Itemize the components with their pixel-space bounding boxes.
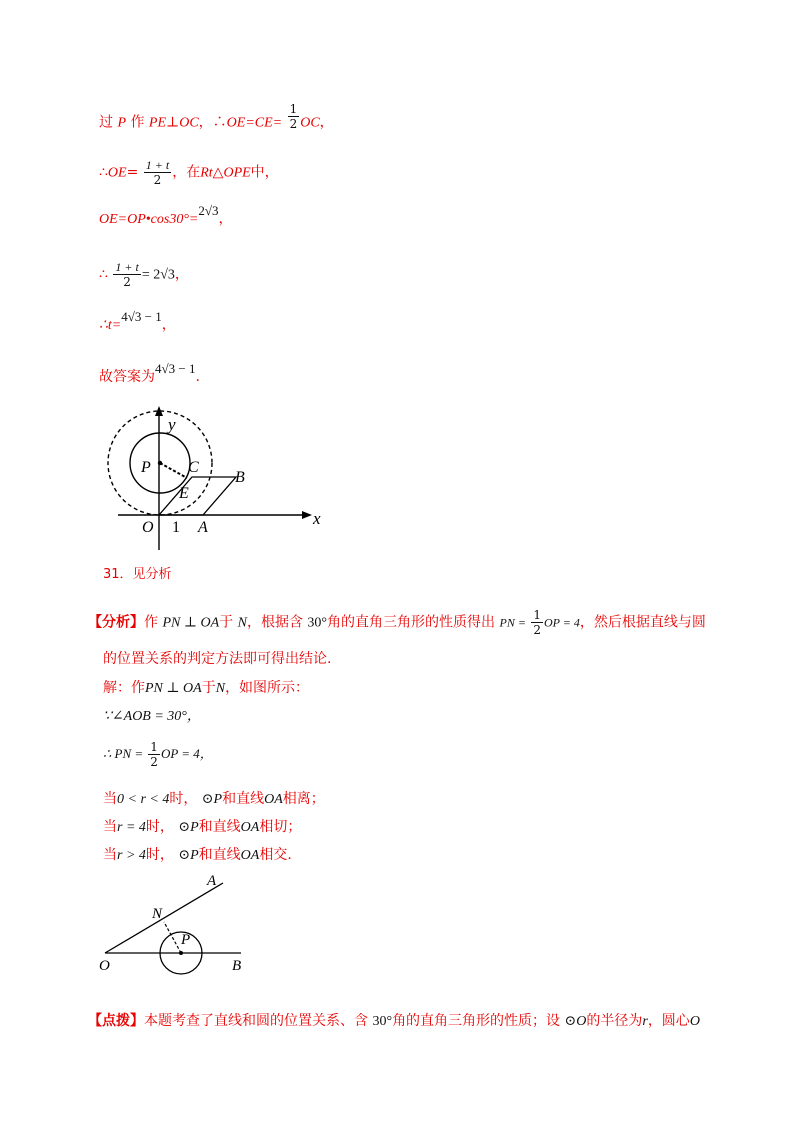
- label-C: C: [188, 459, 199, 476]
- numerator: 1 + t: [115, 260, 139, 274]
- var-N: N: [215, 681, 226, 696]
- q31-case-1: [103, 790, 325, 809]
- text: 时，: [145, 847, 174, 863]
- analysis-tag: 【分析】: [88, 614, 144, 631]
- text: 当: [103, 847, 117, 863]
- line-OA: OA: [240, 820, 260, 835]
- point-P: [179, 951, 183, 955]
- label-B: B: [235, 469, 245, 486]
- q31-analysis-line-2: [103, 650, 331, 668]
- equation: OE=OP•cos30°=: [99, 212, 199, 227]
- q31-case-2: [103, 818, 301, 837]
- expr: ∵∠AOB = 30°，: [103, 709, 201, 724]
- figure-coordinate-circles: [90, 400, 340, 560]
- expr: PN =: [499, 615, 526, 630]
- numerator: 1 + t: [145, 158, 170, 172]
- x-arrow-icon: [302, 511, 312, 519]
- sol30-line-6: [99, 361, 200, 386]
- label-N: N: [152, 906, 163, 922]
- circle-P: ⊙P: [178, 848, 199, 863]
- text: 中，: [250, 164, 279, 181]
- q31-solution-line-3: [103, 740, 213, 769]
- expr: PN ⊥ OA: [145, 681, 202, 696]
- sol30-line-4: [99, 260, 189, 289]
- label-O: O: [99, 958, 110, 974]
- text: 过: [99, 114, 113, 131]
- expr: OP = 4: [544, 615, 580, 630]
- tip-tag: 【点拨】: [88, 1013, 144, 1029]
- circle-P: ⊙P: [201, 792, 223, 807]
- text: 于: [219, 614, 234, 631]
- label-P: P: [141, 459, 151, 476]
- denominator: 2: [533, 623, 542, 637]
- text: ，然后根据直线与圆: [579, 614, 706, 631]
- text: 角的直角三角形的性质；设: [392, 1013, 561, 1029]
- text: 当: [103, 791, 117, 807]
- q31-solution-line-2: [103, 707, 201, 726]
- q31-heading: [103, 566, 172, 584]
- ray-OA: [105, 883, 223, 953]
- value: 4√3 − 1: [155, 361, 196, 376]
- var-Rt: Rt: [200, 165, 213, 181]
- condition: r = 4: [117, 820, 146, 835]
- text: 和直线: [198, 847, 241, 863]
- text: 作: [144, 614, 158, 631]
- text: 角的直角三角形的性质得出: [327, 614, 496, 631]
- rhs: = 2√3: [141, 267, 175, 283]
- var-N: N: [237, 615, 247, 631]
- text: 相离；: [282, 791, 325, 807]
- numerator: 1: [289, 102, 298, 116]
- label-A: A: [207, 873, 217, 889]
- var-P: P: [117, 115, 127, 131]
- text: 故答案为: [99, 369, 155, 385]
- q31-case-3: [103, 846, 292, 865]
- therefore: ∴: [99, 164, 108, 181]
- fraction-half: [288, 102, 300, 131]
- text: ，根据含: [246, 614, 303, 631]
- var-PE: PE: [148, 115, 167, 131]
- perp-symbol: ⊥: [166, 114, 180, 131]
- punct: ，: [161, 317, 176, 333]
- fraction: [531, 608, 543, 637]
- label-y: y: [168, 415, 176, 434]
- var-OPE: OPE: [223, 165, 251, 181]
- sol30-line-3: [99, 203, 233, 229]
- text: 解：作: [103, 680, 145, 696]
- fraction: [144, 158, 171, 187]
- point-P: [158, 461, 162, 465]
- label-O: O: [142, 519, 154, 536]
- label-1: 1: [172, 519, 180, 536]
- fraction: [113, 260, 140, 289]
- heading-text: 31．见分析: [103, 567, 172, 582]
- equals: =: [126, 164, 139, 181]
- denominator: 2: [123, 275, 131, 289]
- text: 和直线: [222, 791, 265, 807]
- label-A: A: [198, 519, 208, 536]
- label-P: P: [181, 932, 191, 948]
- var-OC: OC: [300, 115, 320, 131]
- numerator: 1: [150, 740, 158, 754]
- sol30-line-5: [99, 309, 176, 335]
- text: 作: [130, 114, 145, 131]
- therefore: ∴: [99, 266, 108, 283]
- text: 于: [201, 680, 216, 696]
- label-x: x: [313, 509, 321, 528]
- var-OC: OC: [179, 115, 199, 131]
- sol30-line-1: [99, 102, 334, 137]
- parallelogram: [159, 477, 236, 515]
- line-OA: OA: [240, 848, 260, 863]
- var-r: r: [642, 1014, 648, 1029]
- text: ，在: [172, 164, 201, 181]
- text: 的位置关系的判定方法即可得出结论.: [103, 651, 332, 667]
- expr: ∴ PN =: [103, 746, 144, 761]
- q31-solution-line-1: [103, 679, 309, 698]
- expr: PN ⊥ OA: [162, 615, 220, 631]
- var-OE: OE: [107, 165, 127, 181]
- therefore: ，∴: [198, 114, 227, 131]
- figure-angle-circle: [95, 868, 265, 978]
- text: 的半径为: [586, 1013, 643, 1029]
- var-O: O: [689, 1014, 700, 1029]
- text: ，圆心: [647, 1013, 690, 1029]
- angle: 30°: [372, 1014, 393, 1029]
- q31-analysis-line-1: [88, 608, 706, 637]
- value: 2√3: [198, 203, 219, 218]
- value: 4√3 − 1: [121, 309, 162, 324]
- denominator: 2: [150, 755, 158, 769]
- punct: .: [195, 369, 200, 385]
- expr: OP = 4，: [160, 746, 213, 761]
- segment-PC-dashed: [160, 463, 187, 478]
- text: 相交.: [259, 847, 292, 863]
- condition: 0 < r < 4: [117, 792, 170, 807]
- equation: ∴t=: [99, 318, 122, 333]
- equation: OE=CE=: [226, 115, 283, 131]
- numerator: 1: [533, 608, 542, 622]
- angle: 30°: [307, 615, 328, 631]
- circle-O: ⊙O: [564, 1014, 587, 1029]
- denominator: 2: [153, 173, 162, 187]
- label-B: B: [232, 958, 242, 974]
- circle-P: ⊙P: [178, 820, 199, 835]
- line-OA: OA: [264, 792, 283, 807]
- punct: ，: [174, 266, 189, 283]
- triangle-symbol: △: [212, 164, 224, 181]
- sol30-line-2: [99, 158, 279, 187]
- punct: ，: [218, 211, 233, 227]
- label-E: E: [179, 485, 189, 502]
- punct: ，: [319, 114, 334, 131]
- text: 和直线: [198, 819, 241, 835]
- text: 当: [103, 819, 117, 835]
- condition: r > 4: [117, 848, 146, 863]
- text: 相切；: [259, 819, 302, 835]
- text: ，如图所示：: [225, 680, 310, 696]
- denominator: 2: [289, 117, 298, 131]
- text: 本题考查了直线和圆的位置关系、含: [144, 1013, 368, 1029]
- text: 时，: [169, 791, 198, 807]
- text: 时，: [145, 819, 174, 835]
- fraction: [148, 740, 160, 769]
- q31-tip-line: [88, 1012, 700, 1031]
